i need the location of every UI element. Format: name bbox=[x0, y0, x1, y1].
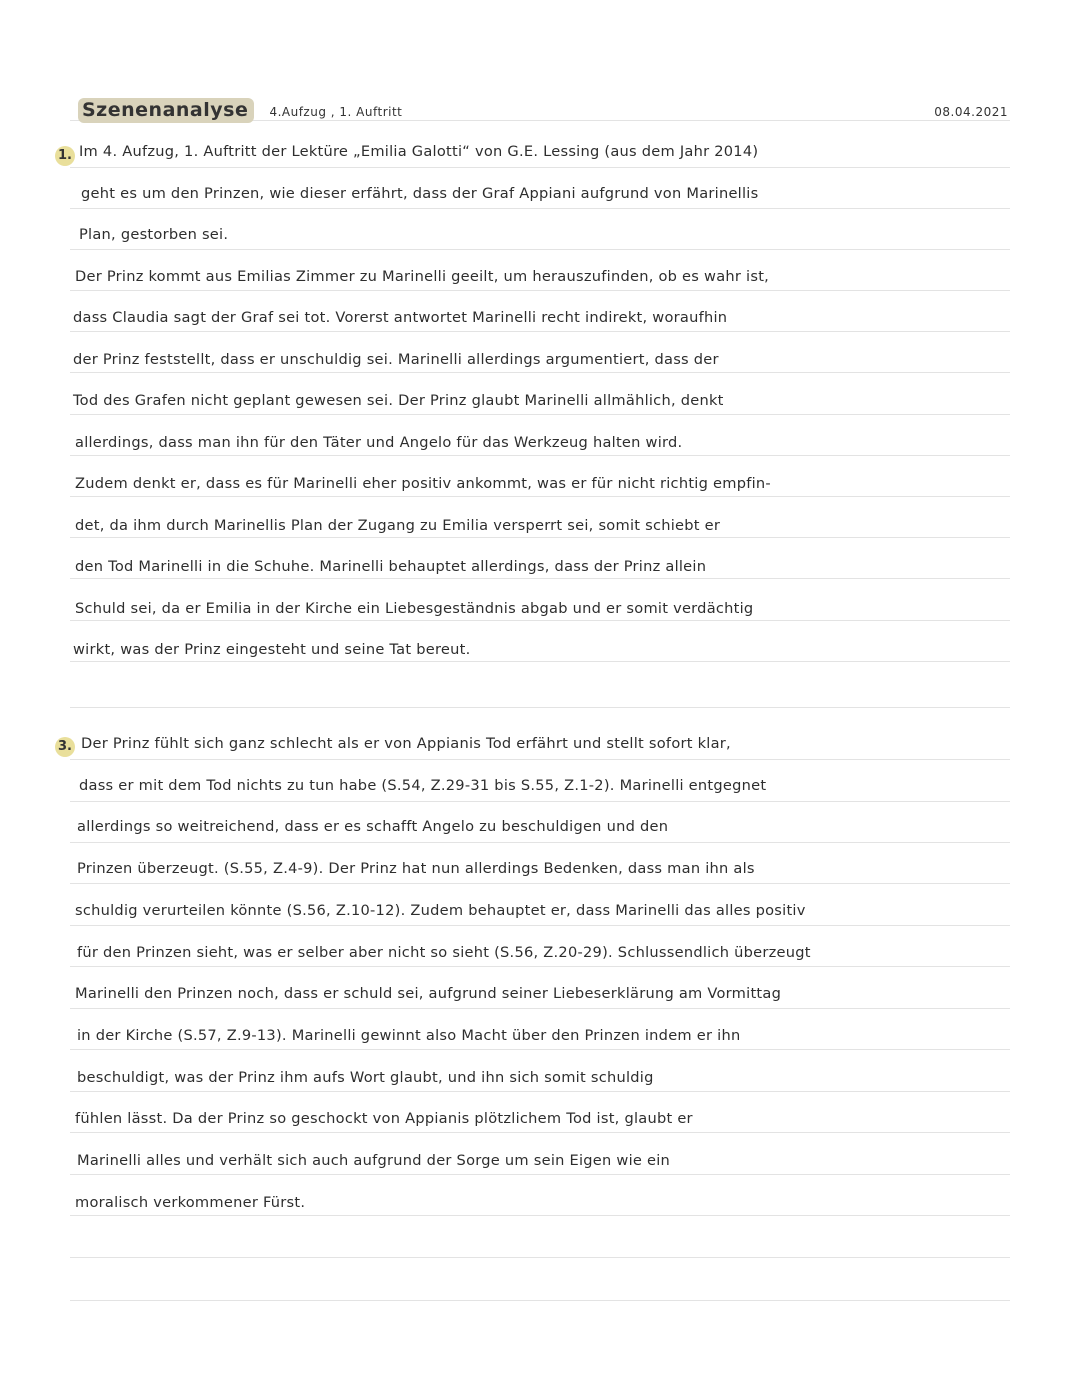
text-line: Schuld sei, da er Emilia in der Kirche ein Liebesgeständnis abgab und er somit verdächtig bbox=[75, 599, 754, 617]
text-line: beschuldigt, was der Prinz ihm aufs Wort glaubt, und ihn sich somit schuldig bbox=[77, 1068, 654, 1086]
ruled-line bbox=[70, 167, 1010, 168]
text-line: den Tod Marinelli in die Schuhe. Marinelli behauptet allerdings, dass der Prinz allein bbox=[75, 558, 707, 575]
text-line: wirkt, was der Prinz eingesteht und seine Tat bereut. bbox=[73, 641, 471, 658]
ruled-line bbox=[70, 290, 1010, 291]
text-line: allerdings, dass man ihn für den Täter und Angelo für das Werkzeug halten wird. bbox=[75, 433, 683, 451]
text-line: Der Prinz fühlt sich ganz schlecht als er von Appianis Tod erfährt und stellt sofort klar, bbox=[81, 735, 731, 752]
text-line: fühlen lässt. Da der Prinz so geschockt von Appianis plötzlichem Tod ist, glaubt er bbox=[75, 1110, 693, 1128]
ruled-line bbox=[70, 331, 1010, 332]
page-date: 08.04.2021 bbox=[934, 105, 1008, 119]
ruled-line bbox=[70, 578, 1010, 579]
text-line: dass er mit dem Tod nichts zu tun habe (S.54, Z.29-31 bis S.55, Z.1-2). Marinelli entgegnet bbox=[79, 776, 767, 794]
ruled-line bbox=[70, 759, 1010, 760]
ruled-line bbox=[70, 1132, 1010, 1133]
text-line: dass Claudia sagt der Graf sei tot. Vorerst antwortet Marinelli recht indirekt, woraufhin bbox=[73, 309, 728, 326]
text-line: Der Prinz kommt aus Emilias Zimmer zu Marinelli geeilt, um herauszufinden, ob es wahr ist, bbox=[75, 267, 770, 285]
ruled-line bbox=[70, 208, 1010, 209]
text-line: Im 4. Aufzug, 1. Auftritt der Lektüre „Emilia Galotti“ von G.E. Lessing (aus dem Jahr 2014) bbox=[79, 143, 759, 160]
ruled-line bbox=[70, 1300, 1010, 1301]
text-line: Marinelli alles und verhält sich auch aufgrund der Sorge um sein Eigen wie ein bbox=[77, 1152, 671, 1169]
ruled-line bbox=[70, 1215, 1010, 1216]
ruled-line bbox=[70, 496, 1010, 497]
text-line: Zudem denkt er, dass es für Marinelli eher positiv ankommt, was er für nicht richtig empfin- bbox=[75, 475, 771, 492]
ruled-line bbox=[70, 372, 1010, 373]
ruled-line bbox=[70, 537, 1010, 538]
text-line: Plan, gestorben sei. bbox=[79, 226, 229, 243]
text-line: geht es um den Prinzen, wie dieser erfährt, dass der Graf Appiani aufgrund von Marinellis bbox=[81, 184, 759, 202]
ruled-line bbox=[70, 883, 1010, 884]
page-header bbox=[78, 96, 1008, 126]
ruled-line bbox=[70, 455, 1010, 456]
text-line: in der Kirche (S.57, Z.9-13). Marinelli gewinnt also Macht über den Prinzen indem er ihn bbox=[77, 1026, 741, 1044]
text-line: det, da ihm durch Marinellis Plan der Zugang zu Emilia versperrt sei, somit schiebt er bbox=[75, 516, 721, 534]
ruled-line bbox=[70, 1091, 1010, 1092]
ruled-line bbox=[70, 707, 1010, 708]
text-line: Prinzen überzeugt. (S.55, Z.4-9). Der Prinz hat nun allerdings Bedenken, dass man ihn als bbox=[77, 860, 755, 878]
ruled-lines bbox=[70, 0, 1010, 1396]
text-line: moralisch verkommener Fürst. bbox=[75, 1193, 306, 1211]
section-number: 1. bbox=[55, 146, 75, 166]
ruled-line bbox=[70, 966, 1010, 967]
text-line: allerdings so weitreichend, dass er es schafft Angelo zu beschuldigen und den bbox=[77, 818, 669, 836]
text-line: der Prinz feststellt, dass er unschuldig sei. Marinelli allerdings argumentiert, dass der bbox=[73, 350, 719, 368]
ruled-line bbox=[70, 1174, 1010, 1175]
page-title: Szenenanalyse bbox=[78, 98, 254, 123]
text-line: schuldig verurteilen könnte (S.56, Z.10-12). Zudem behauptet er, dass Marinelli das alles positiv bbox=[75, 901, 806, 919]
ruled-line bbox=[70, 842, 1010, 843]
ruled-line bbox=[70, 414, 1010, 415]
page-subtitle: 4.Aufzug , 1. Auftritt bbox=[269, 105, 403, 119]
ruled-line bbox=[70, 925, 1010, 926]
text-line: für den Prinzen sieht, was er selber aber nicht so sieht (S.56, Z.20-29). Schlussendlich überzeugt bbox=[77, 943, 811, 961]
text-line: Tod des Grafen nicht geplant gewesen sei. Der Prinz glaubt Marinelli allmählich, denkt bbox=[73, 392, 724, 409]
ruled-line bbox=[70, 661, 1010, 662]
ruled-line bbox=[70, 1008, 1010, 1009]
text-line: Marinelli den Prinzen noch, dass er schuld sei, aufgrund seiner Liebeserklärung am Vormittag bbox=[75, 985, 782, 1003]
ruled-line bbox=[70, 249, 1010, 250]
title-group bbox=[78, 98, 402, 123]
ruled-line bbox=[70, 1257, 1010, 1258]
ruled-line bbox=[70, 1049, 1010, 1050]
section-number: 3. bbox=[55, 737, 75, 757]
ruled-line bbox=[70, 801, 1010, 802]
ruled-line bbox=[70, 620, 1010, 621]
